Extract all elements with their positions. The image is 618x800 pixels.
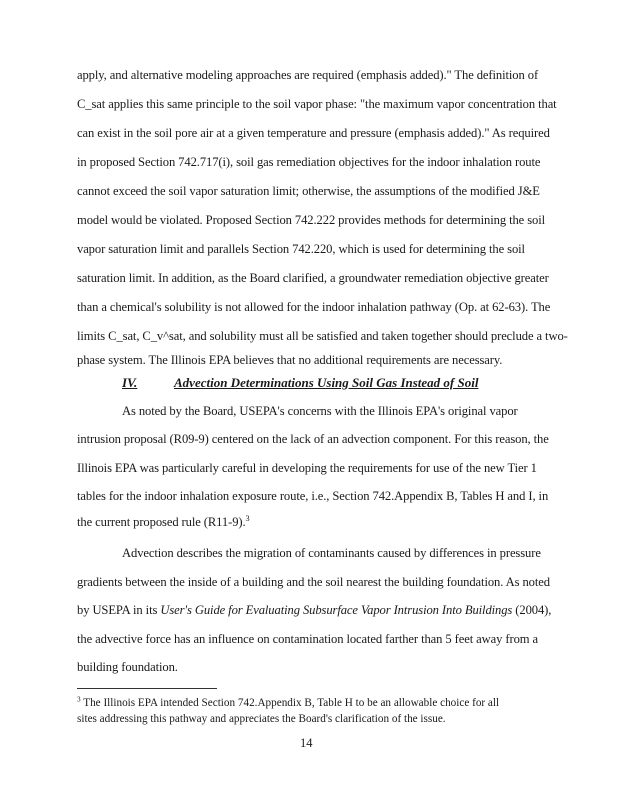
- footnote-divider: [77, 688, 217, 689]
- body-text-segment: (2004),: [512, 603, 552, 617]
- body-text-line: the advective force has an influence on contamination located farther than 5 feet away from a: [77, 632, 538, 646]
- body-text-line: apply, and alternative modeling approaches are required (emphasis added)." The definition of: [77, 68, 539, 82]
- body-text-line: tables for the indoor inhalation exposure route, i.e., Section 742.Appendix B, Tables H and I, in: [77, 489, 549, 503]
- section-number: IV.: [122, 375, 138, 390]
- body-text-line: in proposed Section 742.717(i), soil gas remediation objectives for the indoor inhalation route: [77, 155, 541, 169]
- body-text-line: limits C_sat, C_v^sat, and solubility must all be satisfied and taken together should preclude a two-: [77, 329, 568, 343]
- footnote-line: sites addressing this pathway and appreciates the Board's clarification of the issue.: [77, 713, 446, 725]
- footnote-reference: 3: [245, 513, 250, 523]
- body-text-line: intrusion proposal (R09-9) centered on the lack of an advection component. For this reason, the: [77, 432, 549, 446]
- body-text-line: [77, 603, 552, 618]
- body-text-line: than a chemical's solubility is not allowed for the indoor inhalation pathway (Op. at 62-63). The: [77, 300, 551, 314]
- body-text-line: vapor saturation limit and parallels Section 742.220, which is used for determining the soil: [77, 242, 525, 256]
- body-text-line: phase system. The Illinois EPA believes that no additional requirements are necessary.: [77, 353, 503, 367]
- body-text-line: Advection describes the migration of contaminants caused by differences in pressure: [122, 546, 541, 560]
- footnote-text: The Illinois EPA intended Section 742.Appendix B, Table H to be an allowable choice for all: [83, 697, 500, 709]
- section-title: Advection Determinations Using Soil Gas Instead of Soil: [174, 375, 479, 390]
- cited-guide-title: User's Guide for Evaluating Subsurface Vapor Intrusion Into Buildings: [160, 603, 513, 617]
- body-text-line: Illinois EPA was particularly careful in developing the requirements for use of the new Tier 1: [77, 461, 537, 475]
- body-text-line: [77, 515, 547, 530]
- body-text-line: saturation limit. In addition, as the Board clarified, a groundwater remediation objective greater: [77, 271, 549, 285]
- body-text-line: model would be violated. Proposed Section 742.222 provides methods for determining the soil: [77, 213, 545, 227]
- body-text-line: gradients between the inside of a building and the soil nearest the building foundation. As noted: [77, 575, 550, 589]
- footnote-marker: 3: [77, 695, 81, 704]
- body-text-line: As noted by the Board, USEPA's concerns with the Illinois EPA's original vapor: [122, 404, 518, 418]
- body-text-line: cannot exceed the soil vapor saturation limit; otherwise, the assumptions of the modified J&E: [77, 184, 540, 198]
- body-text-segment: the current proposed rule (R11-9).: [77, 515, 246, 529]
- section-heading: [122, 375, 478, 391]
- body-text-line: C_sat applies this same principle to the soil vapor phase: "the maximum vapor concentration that: [77, 97, 557, 111]
- body-text-line: building foundation.: [77, 660, 178, 674]
- body-text-segment: by USEPA in its: [77, 603, 161, 617]
- body-text-line: can exist in the soil pore air at a given temperature and pressure (emphasis added)." As required: [77, 126, 550, 140]
- footnote-line: [77, 697, 499, 709]
- page-number: 14: [300, 736, 313, 750]
